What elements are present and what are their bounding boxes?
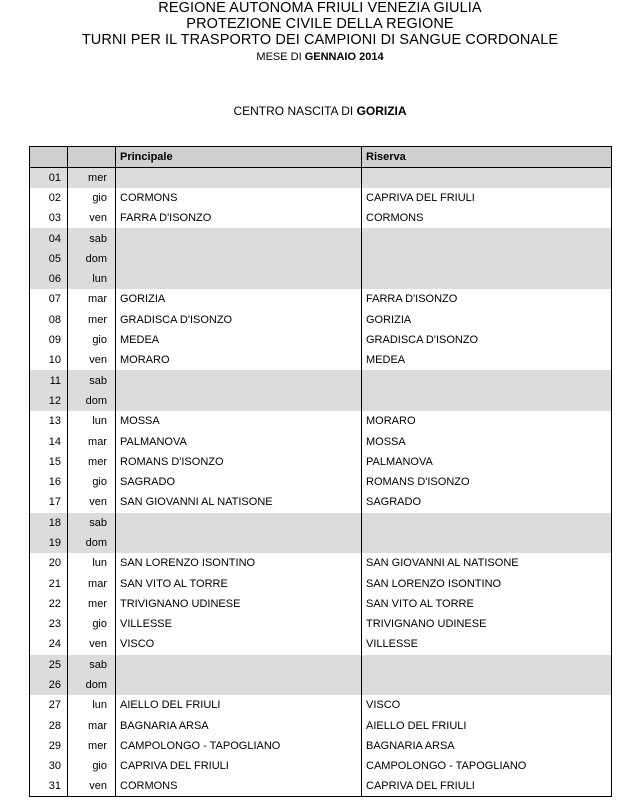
weekday-cell: sab <box>68 370 116 390</box>
weekday-cell: gio <box>68 614 116 634</box>
riserva-cell <box>362 228 612 248</box>
principale-cell: CAMPOLONGO - TAPOGLIANO <box>116 736 362 756</box>
table-row <box>30 289 612 309</box>
day-cell: 06 <box>30 269 68 289</box>
day-cell: 19 <box>30 533 68 553</box>
table-row <box>30 350 612 370</box>
day-cell: 15 <box>30 452 68 472</box>
table-row <box>30 736 612 756</box>
day-cell: 14 <box>30 431 68 451</box>
table-row <box>30 776 612 796</box>
weekday-cell: gio <box>68 756 116 776</box>
principale-cell: VILLESSE <box>116 614 362 634</box>
weekday-cell: gio <box>68 188 116 208</box>
riserva-cell: MORARO <box>362 411 612 431</box>
weekday-cell: sab <box>68 513 116 533</box>
table-row <box>30 594 612 614</box>
table-row <box>30 573 612 593</box>
riserva-cell: GRADISCA D'ISONZO <box>362 330 612 350</box>
riserva-cell: FARRA D'ISONZO <box>362 289 612 309</box>
day-cell: 17 <box>30 492 68 512</box>
riserva-cell: AIELLO DEL FRIULI <box>362 716 612 736</box>
day-cell: 11 <box>30 370 68 390</box>
principale-cell <box>116 655 362 675</box>
header-riserva: Riserva <box>362 147 612 168</box>
day-cell: 03 <box>30 208 68 228</box>
riserva-cell: CAMPOLONGO - TAPOGLIANO <box>362 756 612 776</box>
table-row <box>30 330 612 350</box>
principale-cell <box>116 391 362 411</box>
day-cell: 13 <box>30 411 68 431</box>
principale-cell: VISCO <box>116 634 362 654</box>
weekday-cell: ven <box>68 492 116 512</box>
center-name: GORIZIA <box>356 104 407 118</box>
riserva-cell <box>362 533 612 553</box>
table-row <box>30 533 612 553</box>
weekday-cell: mer <box>68 310 116 330</box>
principale-cell: ROMANS D'ISONZO <box>116 452 362 472</box>
weekday-cell: mar <box>68 431 116 451</box>
weekday-cell: mer <box>68 452 116 472</box>
riserva-cell: BAGNARIA ARSA <box>362 736 612 756</box>
principale-cell <box>116 228 362 248</box>
day-cell: 18 <box>30 513 68 533</box>
principale-cell: FARRA D'ISONZO <box>116 208 362 228</box>
principale-cell <box>116 513 362 533</box>
day-cell: 12 <box>30 391 68 411</box>
riserva-cell <box>362 269 612 289</box>
principale-cell: SAN GIOVANNI AL NATISONE <box>116 492 362 512</box>
riserva-cell <box>362 370 612 390</box>
header-region: REGIONE AUTONOMA FRIULI VENEZIA GIULIA <box>158 0 482 16</box>
table-row <box>30 695 612 715</box>
day-cell: 29 <box>30 736 68 756</box>
riserva-cell: CAPRIVA DEL FRIULI <box>362 776 612 796</box>
principale-cell <box>116 249 362 269</box>
weekday-cell: ven <box>68 208 116 228</box>
day-cell: 27 <box>30 695 68 715</box>
weekday-cell: mar <box>68 716 116 736</box>
document-header <box>0 0 640 64</box>
weekday-cell: sab <box>68 228 116 248</box>
weekday-cell: mer <box>68 594 116 614</box>
month-prefix: MESE DI <box>256 51 305 63</box>
day-cell: 24 <box>30 634 68 654</box>
day-cell: 31 <box>30 776 68 796</box>
header-month <box>0 50 640 64</box>
riserva-cell: SAN VITO AL TORRE <box>362 594 612 614</box>
principale-cell: GORIZIA <box>116 289 362 309</box>
day-cell: 16 <box>30 472 68 492</box>
day-cell: 07 <box>30 289 68 309</box>
weekday-cell: mer <box>68 168 116 188</box>
principale-cell: CORMONS <box>116 776 362 796</box>
weekday-cell: mar <box>68 289 116 309</box>
table-row <box>30 634 612 654</box>
principale-cell: MORARO <box>116 350 362 370</box>
principale-cell: AIELLO DEL FRIULI <box>116 695 362 715</box>
header-protezione-civile: PROTEZIONE CIVILE DELLA REGIONE <box>186 16 454 32</box>
principale-cell <box>116 675 362 695</box>
table-row <box>30 228 612 248</box>
riserva-cell <box>362 675 612 695</box>
riserva-cell <box>362 168 612 188</box>
principale-cell: MOSSA <box>116 411 362 431</box>
riserva-cell <box>362 513 612 533</box>
riserva-cell: CORMONS <box>362 208 612 228</box>
weekday-cell: ven <box>68 350 116 370</box>
weekday-cell: gio <box>68 330 116 350</box>
day-cell: 23 <box>30 614 68 634</box>
riserva-cell: GORIZIA <box>362 310 612 330</box>
table-row <box>30 513 612 533</box>
day-cell: 10 <box>30 350 68 370</box>
weekday-cell: lun <box>68 269 116 289</box>
table-row <box>30 655 612 675</box>
table-row <box>30 756 612 776</box>
weekday-cell: lun <box>68 695 116 715</box>
riserva-cell <box>362 655 612 675</box>
day-cell: 20 <box>30 553 68 573</box>
day-cell: 01 <box>30 168 68 188</box>
header-title: TURNI PER IL TRASPORTO DEI CAMPIONI DI SANGUE CORDONALE <box>81 32 559 48</box>
principale-cell: SAN VITO AL TORRE <box>116 573 362 593</box>
table-row <box>30 675 612 695</box>
weekday-cell: gio <box>68 472 116 492</box>
shift-table <box>29 146 612 797</box>
day-cell: 09 <box>30 330 68 350</box>
table-row <box>30 310 612 330</box>
weekday-cell: ven <box>68 634 116 654</box>
riserva-cell: SAN LORENZO ISONTINO <box>362 573 612 593</box>
principale-cell: GRADISCA D'ISONZO <box>116 310 362 330</box>
table-row <box>30 168 612 188</box>
principale-cell: CAPRIVA DEL FRIULI <box>116 756 362 776</box>
weekday-cell: lun <box>68 411 116 431</box>
day-cell: 02 <box>30 188 68 208</box>
principale-cell: TRIVIGNANO UDINESE <box>116 594 362 614</box>
table-row <box>30 452 612 472</box>
principale-cell <box>116 533 362 553</box>
riserva-cell: SAN GIOVANNI AL NATISONE <box>362 553 612 573</box>
table-row <box>30 472 612 492</box>
header-principale: Principale <box>116 147 362 168</box>
weekday-cell: dom <box>68 391 116 411</box>
day-cell: 21 <box>30 573 68 593</box>
table-body <box>30 168 612 797</box>
principale-cell: BAGNARIA ARSA <box>116 716 362 736</box>
table-row <box>30 188 612 208</box>
principale-cell: SAN LORENZO ISONTINO <box>116 553 362 573</box>
table-row <box>30 614 612 634</box>
riserva-cell: PALMANOVA <box>362 452 612 472</box>
header-day <box>30 147 68 168</box>
month-value: GENNAIO 2014 <box>304 51 384 63</box>
weekday-cell: ven <box>68 776 116 796</box>
riserva-cell <box>362 391 612 411</box>
weekday-cell: dom <box>68 249 116 269</box>
table-header-row <box>30 147 612 168</box>
day-cell: 30 <box>30 756 68 776</box>
table-row <box>30 208 612 228</box>
table-row <box>30 249 612 269</box>
weekday-cell: mer <box>68 736 116 756</box>
principale-cell <box>116 168 362 188</box>
table-row <box>30 716 612 736</box>
table-row <box>30 269 612 289</box>
weekday-cell: lun <box>68 553 116 573</box>
table-row <box>30 370 612 390</box>
principale-cell: PALMANOVA <box>116 431 362 451</box>
riserva-cell: SAGRADO <box>362 492 612 512</box>
riserva-cell: VILLESSE <box>362 634 612 654</box>
principale-cell <box>116 370 362 390</box>
day-cell: 28 <box>30 716 68 736</box>
riserva-cell <box>362 249 612 269</box>
riserva-cell: ROMANS D'ISONZO <box>362 472 612 492</box>
day-cell: 05 <box>30 249 68 269</box>
table-row <box>30 492 612 512</box>
day-cell: 26 <box>30 675 68 695</box>
day-cell: 08 <box>30 310 68 330</box>
table-row <box>30 411 612 431</box>
header-weekday <box>68 147 116 168</box>
principale-cell: CORMONS <box>116 188 362 208</box>
day-cell: 04 <box>30 228 68 248</box>
day-cell: 22 <box>30 594 68 614</box>
riserva-cell: MEDEA <box>362 350 612 370</box>
table-row <box>30 391 612 411</box>
riserva-cell: CAPRIVA DEL FRIULI <box>362 188 612 208</box>
center-title <box>0 104 640 118</box>
table-row <box>30 431 612 451</box>
principale-cell: MEDEA <box>116 330 362 350</box>
principale-cell <box>116 269 362 289</box>
riserva-cell: TRIVIGNANO UDINESE <box>362 614 612 634</box>
weekday-cell: sab <box>68 655 116 675</box>
weekday-cell: dom <box>68 675 116 695</box>
center-prefix: CENTRO NASCITA DI <box>233 104 357 118</box>
riserva-cell: VISCO <box>362 695 612 715</box>
principale-cell: SAGRADO <box>116 472 362 492</box>
riserva-cell: MOSSA <box>362 431 612 451</box>
weekday-cell: dom <box>68 533 116 553</box>
day-cell: 25 <box>30 655 68 675</box>
weekday-cell: mar <box>68 573 116 593</box>
table-row <box>30 553 612 573</box>
